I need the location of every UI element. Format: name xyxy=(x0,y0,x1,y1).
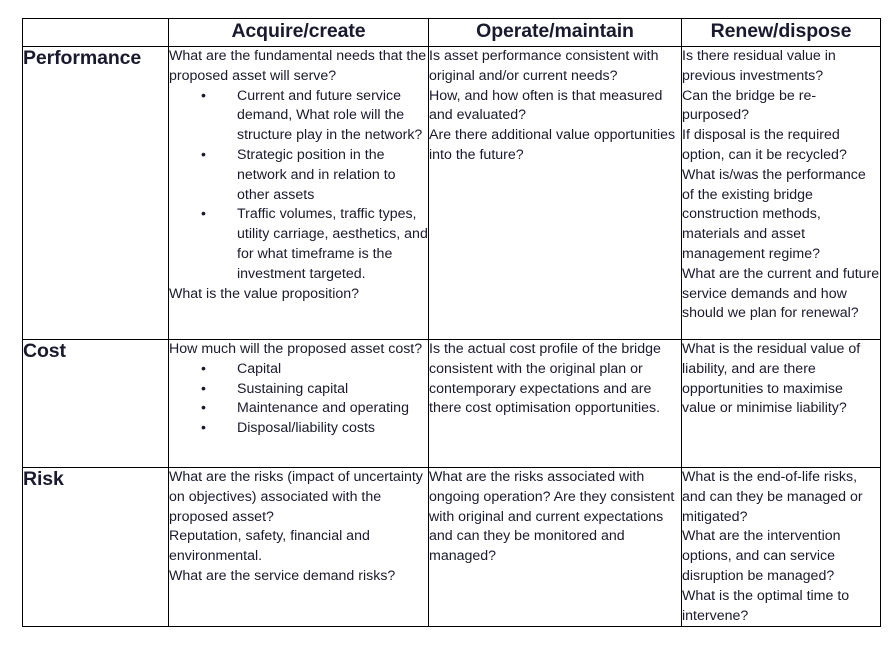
bullet-icon: • xyxy=(201,360,206,377)
cell-paragraph: What is the optimal time to intervene? xyxy=(682,587,850,624)
bullet-list xyxy=(169,360,428,439)
cell-outro-text: What is the value proposition? xyxy=(169,285,360,302)
bullet-icon: • xyxy=(201,87,206,104)
list-item-text: Sustaining capital xyxy=(237,380,349,397)
cell-risk-operate xyxy=(429,468,682,627)
cell-paragraph: What are the risks associated with ongoing operation? Are they consistent with original and current expectations and can they be monitored and managed? xyxy=(429,469,675,565)
list-item xyxy=(169,419,428,439)
list-item-text: Disposal/liability costs xyxy=(237,420,375,437)
column-header-renew-dispose: Renew/dispose xyxy=(682,19,881,47)
bullet-icon: • xyxy=(201,206,206,223)
table-row xyxy=(23,340,881,468)
list-item-text: Strategic position in the network and in relation to other assets xyxy=(237,146,396,203)
cell-performance-operate xyxy=(429,47,682,340)
list-item xyxy=(169,205,428,284)
row-label-cost: Cost xyxy=(23,340,169,468)
cell-performance-renew xyxy=(682,47,881,340)
bullet-list xyxy=(169,87,428,285)
cell-risk-acquire xyxy=(169,468,429,627)
cell-paragraph: What is the end-of-life risks, and can they be managed or mitigated? xyxy=(682,469,863,525)
cell-paragraph: What are the risks (impact of uncertainty on objectives) associated with the proposed asset? xyxy=(169,469,423,525)
cell-performance-acquire xyxy=(169,47,429,340)
row-label-risk: Risk xyxy=(23,468,169,627)
cell-intro-text: How much will the proposed asset cost? xyxy=(169,341,423,357)
bullet-icon: • xyxy=(201,380,206,397)
table-corner-cell xyxy=(23,19,169,47)
cell-paragraph: If disposal is the required option, can it be recycled? xyxy=(682,127,847,163)
column-header-acquire-create: Acquire/create xyxy=(169,19,429,47)
table-row xyxy=(23,47,881,340)
cell-cost-acquire xyxy=(169,340,429,468)
list-item xyxy=(169,399,428,419)
cell-paragraph: Can the bridge be re-purposed? xyxy=(682,87,817,124)
cell-cost-operate xyxy=(429,340,682,468)
list-item-text: Current and future service demand, What role will the structure play in the network? xyxy=(237,87,423,144)
cell-paragraph: Are there additional value opportunities into the future? xyxy=(429,127,676,163)
cell-intro-text: What are the fundamental needs that the proposed asset will serve? xyxy=(169,48,427,84)
cell-paragraph: Is there residual value in previous investments? xyxy=(682,48,836,84)
cell-paragraph: How, and how often is that measured and evaluated? xyxy=(429,87,663,124)
cell-cost-renew xyxy=(682,340,881,468)
cell-paragraph: What are the current and future service demands and how should we plan for renewal? xyxy=(682,265,880,322)
bullet-icon: • xyxy=(201,400,206,417)
cell-paragraph: What is/was the performance of the existing bridge construction methods, materials and asset management regime? xyxy=(682,166,866,262)
cell-paragraph: What is the residual value of liability, and are there opportunities to maximise value or minimise liability? xyxy=(682,341,861,417)
list-item xyxy=(169,360,428,380)
row-label-performance: Performance xyxy=(23,47,169,340)
cell-paragraph: Reputation, safety, financial and environmental. xyxy=(169,528,370,565)
cell-paragraph: Is the actual cost profile of the bridge consistent with the original plan or contemporary expectations and are there cost optimisation opportunities. xyxy=(429,341,661,417)
list-item xyxy=(169,146,428,205)
lifecycle-question-matrix xyxy=(22,18,881,627)
list-item xyxy=(169,87,428,146)
table-header-row xyxy=(23,19,881,47)
cell-paragraph: What are the intervention options, and can service disruption be managed? xyxy=(682,528,841,584)
cell-risk-renew xyxy=(682,468,881,627)
bullet-icon: • xyxy=(201,420,206,437)
bullet-icon: • xyxy=(201,146,206,163)
list-item-text: Traffic volumes, traffic types, utility carriage, aesthetics, and for what timeframe is the investment targeted. xyxy=(237,206,428,282)
table-row xyxy=(23,468,881,627)
list-item-text: Maintenance and operating xyxy=(237,400,409,417)
cell-paragraph: Is asset performance consistent with original and/or current needs? xyxy=(429,48,659,84)
column-header-operate-maintain: Operate/maintain xyxy=(429,19,682,47)
list-item-text: Capital xyxy=(237,360,282,377)
cell-paragraph: What are the service demand risks? xyxy=(169,567,396,584)
list-item xyxy=(169,380,428,400)
